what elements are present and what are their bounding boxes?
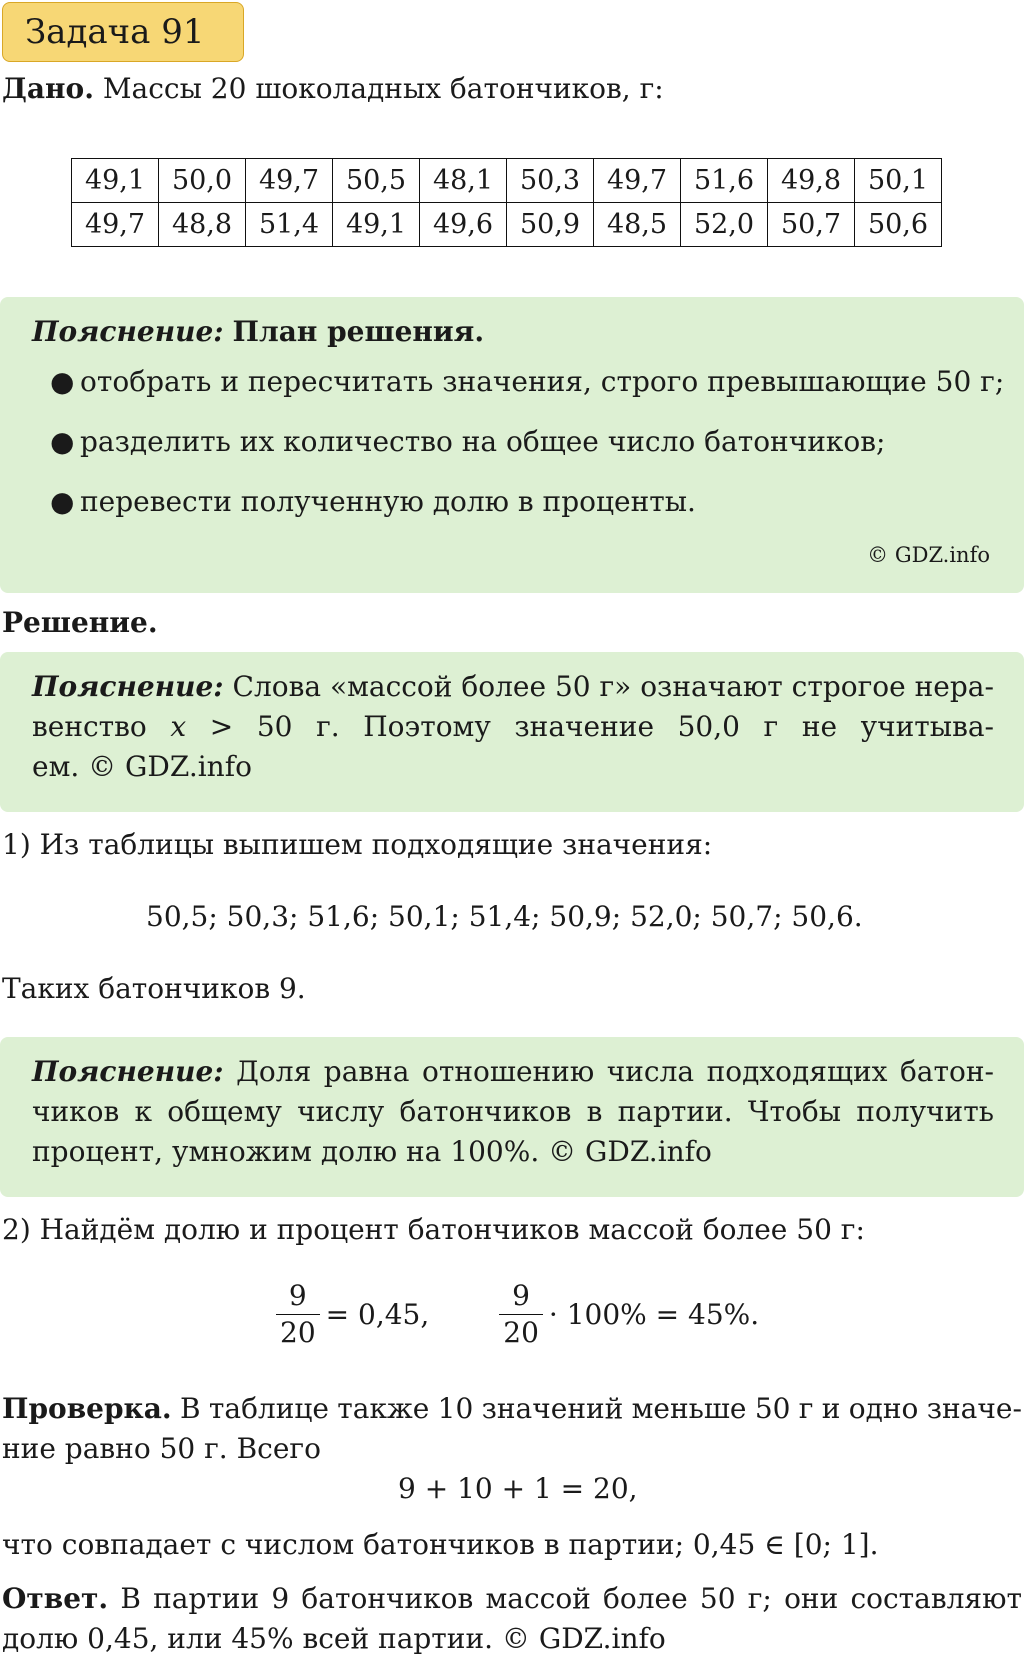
answer-line2: долю 0,45, или 45% всей партии. © GDZ.info: [2, 1622, 666, 1655]
bullet-icon: ●: [50, 425, 75, 458]
check-line3: что совпадает с числом батончиков в партии; 0,45 ∈ [0; 1].: [2, 1528, 879, 1561]
note1-label: Пояснение:: [32, 670, 224, 703]
table-cell: 51,6: [681, 159, 768, 203]
answer-label: Ответ.: [2, 1582, 109, 1615]
note2-label: Пояснение:: [32, 1055, 224, 1088]
plan-item: ● разделить их количество на общее число батончиков;: [50, 425, 886, 458]
fraction-formula: $\frac{9}{20}$ = 0,45, $\frac{9}{20}$ · 100% = 45%.: [276, 1278, 759, 1351]
table-cell: 49,7: [72, 203, 159, 247]
check-label: Проверка.: [2, 1392, 172, 1425]
plan-heading-line: [32, 315, 484, 348]
table-cell: 49,6: [420, 203, 507, 247]
fraction-1: $\frac{9}{20}$: [276, 1278, 320, 1351]
plan-box: [0, 297, 1024, 593]
note1-line1: Пояснение: Слова «массой более 50 г» означают строгое нера-: [32, 670, 994, 703]
table-cell: 49,7: [246, 159, 333, 203]
check-line2: ние равно 50 г. Всего: [2, 1432, 321, 1465]
table-row: [72, 203, 942, 247]
solution-label: Решение.: [2, 606, 158, 639]
plan-heading: План решения.: [232, 315, 485, 348]
plan-copyright: © GDZ.info: [867, 543, 990, 567]
note2-box: [0, 1037, 1024, 1197]
check-sum: 9 + 10 + 1 = 20,: [398, 1472, 638, 1505]
table-cell: 48,5: [594, 203, 681, 247]
note1-box: [0, 652, 1024, 812]
note1-line3: ем. © GDZ.info: [32, 750, 252, 783]
table-cell: 50,0: [159, 159, 246, 203]
answer-line1: Ответ. В партии 9 батончиков массой более 50 г; они составляют: [2, 1582, 1022, 1615]
table-cell: 50,5: [333, 159, 420, 203]
table-cell: 49,1: [333, 203, 420, 247]
masses-table: [71, 158, 942, 247]
table-cell: 52,0: [681, 203, 768, 247]
table-cell: 50,6: [855, 203, 942, 247]
table-cell: 50,1: [855, 159, 942, 203]
plan-label: Пояснение:: [32, 315, 224, 348]
table-cell: 48,8: [159, 203, 246, 247]
table-row: [72, 159, 942, 203]
table-cell: 48,1: [420, 159, 507, 203]
table-cell: 50,3: [507, 159, 594, 203]
table-cell: 50,7: [768, 203, 855, 247]
count-line: Таких батончиков 9.: [2, 972, 306, 1005]
table-cell: 50,9: [507, 203, 594, 247]
values-line: 50,5; 50,3; 51,6; 50,1; 51,4; 50,9; 52,0; 50,7; 50,6.: [146, 900, 863, 933]
table-cell: 49,7: [594, 159, 681, 203]
bullet-icon: ●: [50, 365, 75, 398]
note1-line2: венство x > 50 г. Поэтому значение 50,0 г не учитыва-: [32, 710, 994, 743]
given-text: Массы 20 шоколадных батончиков, г:: [102, 72, 664, 105]
table-cell: 49,1: [72, 159, 159, 203]
plan-item: ● перевести полученную долю в проценты.: [50, 485, 696, 518]
plan-item: ● отобрать и пересчитать значения, строго превышающие 50 г;: [50, 365, 1005, 398]
note2-line3: процент, умножим долю на 100%. © GDZ.info: [32, 1135, 712, 1168]
step1-text: 1) Из таблицы выпишем подходящие значения:: [2, 828, 713, 861]
fraction-2: $\frac{9}{20}$: [499, 1278, 543, 1351]
step2-text: 2) Найдём долю и процент батончиков массой более 50 г:: [2, 1213, 865, 1246]
task-title: Задача 91: [2, 2, 244, 62]
note2-line2: чиков к общему числу батончиков в партии. Чтобы получить: [32, 1095, 994, 1128]
note2-line1: Пояснение: Доля равна отношению числа подходящих батон-: [32, 1055, 994, 1088]
table-cell: 49,8: [768, 159, 855, 203]
given-line: [2, 72, 664, 105]
check-line1: Проверка. В таблице также 10 значений меньше 50 г и одно значе-: [2, 1392, 1022, 1425]
table-cell: 51,4: [246, 203, 333, 247]
given-label: Дано.: [2, 72, 94, 105]
bullet-icon: ●: [50, 485, 75, 518]
